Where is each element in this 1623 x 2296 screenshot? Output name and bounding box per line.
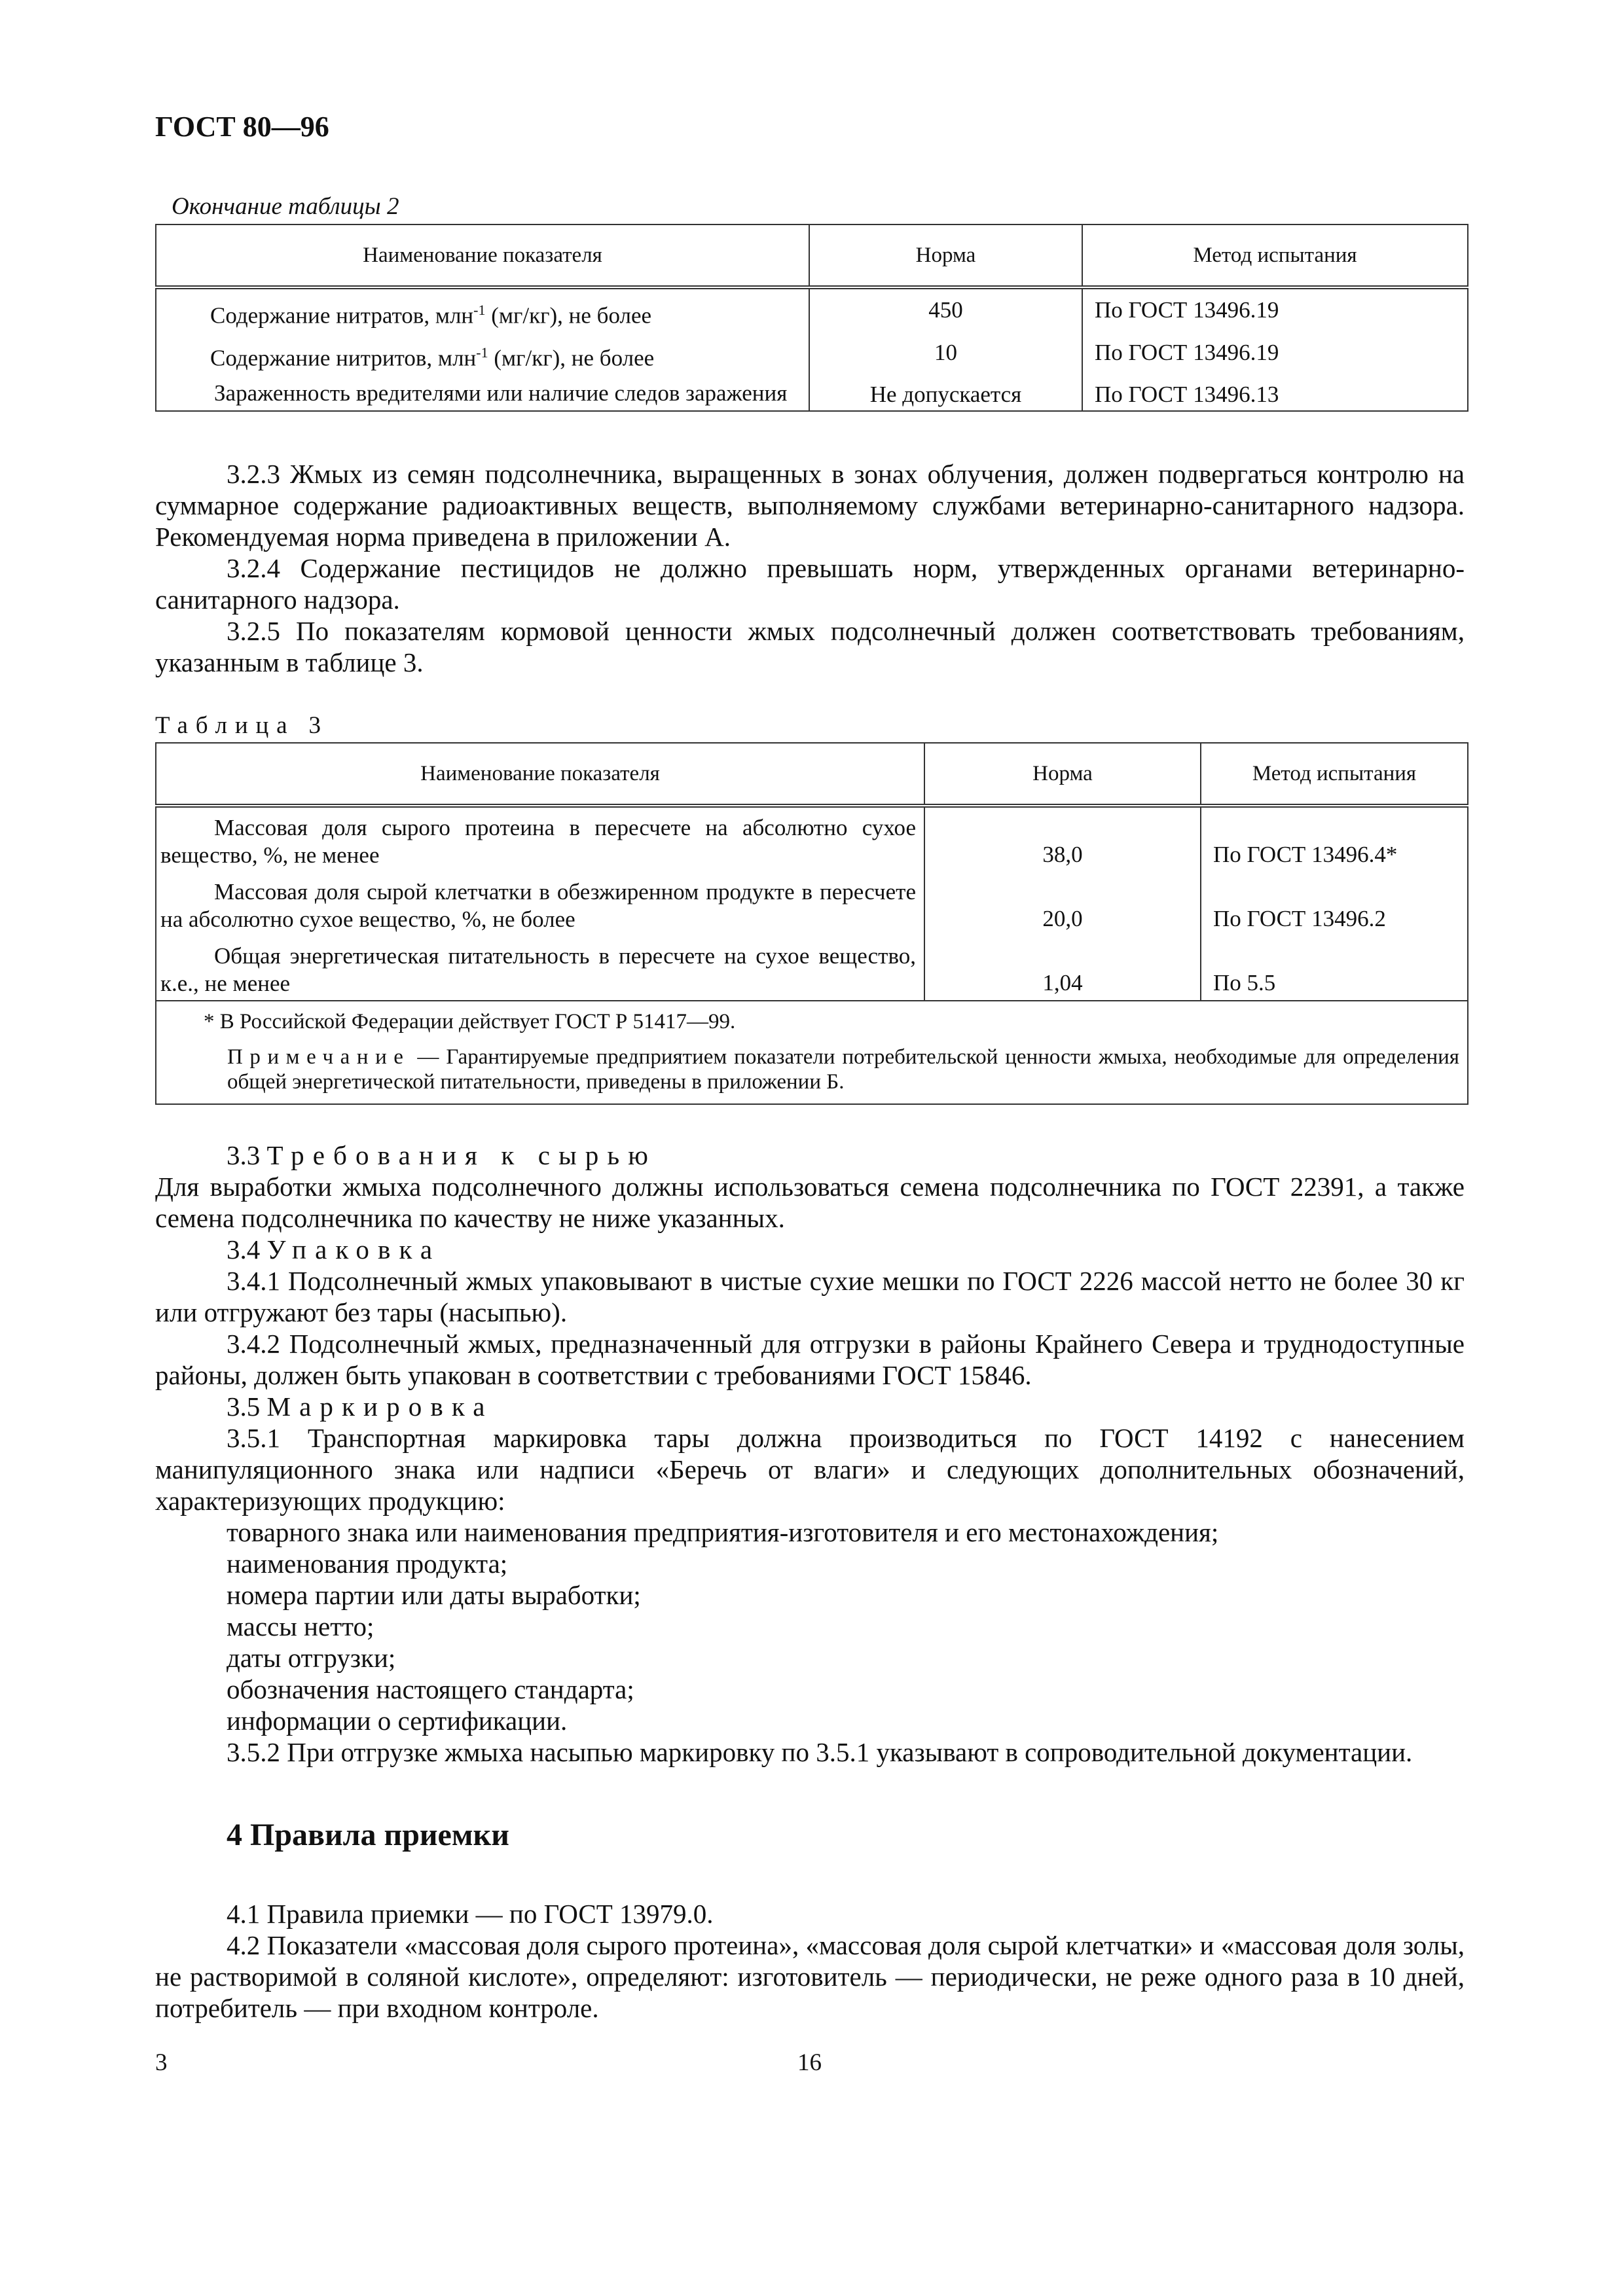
table3-header-row <box>156 743 1468 806</box>
table3-row2-method: По ГОСТ 13496.2 <box>1201 869 1468 933</box>
paragraphs-3-2 <box>155 458 1465 678</box>
list-item: наименования продукта; <box>227 1549 508 1579</box>
table2-row3-method: По ГОСТ 13496.13 <box>1082 372 1468 411</box>
table2-row2-name: Содержание нитритов, млн$^{-1}$ (мг/кг), не более <box>156 331 809 373</box>
paragraph-3-2-5: 3.2.5 По показателям кормовой ценности жмых подсолнечный должен соответствовать требованиям, указанным в таблице 3. <box>155 616 1465 677</box>
sec-3-5-heading: 3.5 Маркировка <box>227 1391 494 1422</box>
section-4-body <box>155 1898 1465 2024</box>
paragraph-3-5-1: 3.5.1 Транспортная маркировка тары должна производиться по ГОСТ 14192 с нанесением манипуляционного знака или надписи «Беречь от влаги» и следующих дополнительных обозначений, характеризующих продукцию: <box>155 1423 1465 1516</box>
table3-note: Примечание — Гарантируемые предприятием показатели потребительской ценности жмыха, необходимые для определения общей энергетической питательности, приведены в приложении Б. <box>227 1045 1459 1094</box>
section-4-title: 4 Правила приемки <box>227 1818 509 1852</box>
document-header: ГОСТ 80—96 <box>155 111 329 143</box>
paragraph-3-2-3: 3.2.3 Жмых из семян подсолнечника, выращенных в зонах облучения, должен подвергаться контролю на суммарное содержание радиоактивных веществ, выполняемому службами ветеринарно-санитарного надзора. Рекомендуемая норма приведена в приложении А. <box>155 459 1465 552</box>
list-item: обозначения настоящего стандарта; <box>227 1674 634 1704</box>
table-row <box>156 331 1468 373</box>
sec-3-3-heading: 3.3 Требования к сырью <box>227 1140 657 1170</box>
table3-col-name: Наименование показателя <box>156 743 924 806</box>
table-row <box>156 372 1468 411</box>
table3-notes <box>156 1001 1468 1104</box>
paragraph-4-2: 4.2 Показатели «массовая доля сырого протеина», «массовая доля сырой клетчатки» и «массовая доля золы, не растворимой в соляной кислоте», определяют: изготовитель — периодически, не реже одного раза в 10 дней, потребитель — при входном контроле. <box>155 1930 1465 2023</box>
table-row <box>156 933 1468 1001</box>
table2-col-norm: Норма <box>809 224 1082 287</box>
table3-row3-name: Общая энергетическая питательность в пересчете на сухое вещество, к.е., не менее <box>156 933 924 1001</box>
table2-row1-name: Содержание нитратов, млн$^{-1}$ (мг/кг), не более <box>156 287 809 331</box>
list-item: номера партии или даты выработки; <box>227 1580 641 1610</box>
table3-col-norm: Норма <box>924 743 1201 806</box>
table2 <box>155 224 1468 412</box>
table-row <box>156 869 1468 933</box>
paragraph-3-4-2: 3.4.2 Подсолнечный жмых, предназначенный для отгрузки в районы Крайнего Севера и труднодоступные районы, должен быть упакован в соответствии с требованиями ГОСТ 15846. <box>155 1329 1465 1390</box>
table3-row1-name: Массовая доля сырого протеина в пересчете на абсолютно сухое вещество, %, не менее <box>156 806 924 869</box>
list-item: товарного знака или наименования предприятия-изготовителя и его местонахождения; <box>227 1517 1219 1547</box>
table3 <box>155 742 1468 1105</box>
paragraph-4-1: 4.1 Правила приемки — по ГОСТ 13979.0. <box>227 1899 714 1929</box>
table2-row2-norm: 10 <box>809 331 1082 373</box>
table3-footnote: * В Российской Федерации действует ГОСТ Р 51417—99. <box>204 1010 736 1033</box>
footer-left: 3 <box>155 2049 168 2076</box>
paragraph-3-2-4: 3.2.4 Содержание пестицидов не должно превышать норм, утвержденных органами ветеринарно-санитарного надзора. <box>155 553 1465 615</box>
table2-row3-norm: Не допускается <box>809 372 1082 411</box>
table2-row1-norm: 450 <box>809 287 1082 331</box>
list-item: массы нетто; <box>227 1611 374 1641</box>
table2-col-method: Метод испытания <box>1082 224 1468 287</box>
table2-col-name: Наименование показателя <box>156 224 809 287</box>
sections-3-3-to-3-5 <box>155 1139 1465 1768</box>
table3-notes-row <box>156 1001 1468 1104</box>
table3-row2-norm: 20,0 <box>924 869 1201 933</box>
paragraph-3-5-2: 3.5.2 При отгрузке жмыха насыпью маркировку по 3.5.1 указывают в сопроводительной документации. <box>227 1737 1413 1767</box>
table-row <box>156 806 1468 869</box>
table3-row3-norm: 1,04 <box>924 933 1201 1001</box>
sec-3-4-heading: 3.4 Упаковка <box>227 1234 441 1265</box>
table3-caption: Таблица 3 <box>155 712 329 739</box>
list-item: даты отгрузки; <box>227 1643 396 1673</box>
table-row <box>156 287 1468 331</box>
table2-row2-method: По ГОСТ 13496.19 <box>1082 331 1468 373</box>
list-item: информации о сертификации. <box>227 1706 568 1736</box>
table2-header-row <box>156 224 1468 287</box>
table2-row1-method: По ГОСТ 13496.19 <box>1082 287 1468 331</box>
table2-caption: Окончание таблицы 2 <box>172 193 399 220</box>
table3-row1-method: По ГОСТ 13496.4* <box>1201 806 1468 869</box>
table3-row2-name: Массовая доля сырой клетчатки в обезжиренном продукте в пересчете на абсолютно сухое вещество, %, не более <box>156 869 924 933</box>
table3-col-method: Метод испытания <box>1201 743 1468 806</box>
table2-row3-name: Зараженность вредителями или наличие следов заражения <box>156 372 809 411</box>
table3-row1-norm: 38,0 <box>924 806 1201 869</box>
page-number: 16 <box>797 2049 822 2076</box>
table3-row3-method: По 5.5 <box>1201 933 1468 1001</box>
paragraph-3-4-1: 3.4.1 Подсолнечный жмых упаковывают в чистые сухие мешки по ГОСТ 2226 массой нетто не более 30 кг или отгружают без тары (насыпью). <box>155 1266 1465 1327</box>
sec-3-3-text: Для выработки жмыха подсолнечного должны использоваться семена подсолнечника по ГОСТ 22391, а также семена подсолнечника по качеству не ниже указанных. <box>155 1172 1465 1233</box>
